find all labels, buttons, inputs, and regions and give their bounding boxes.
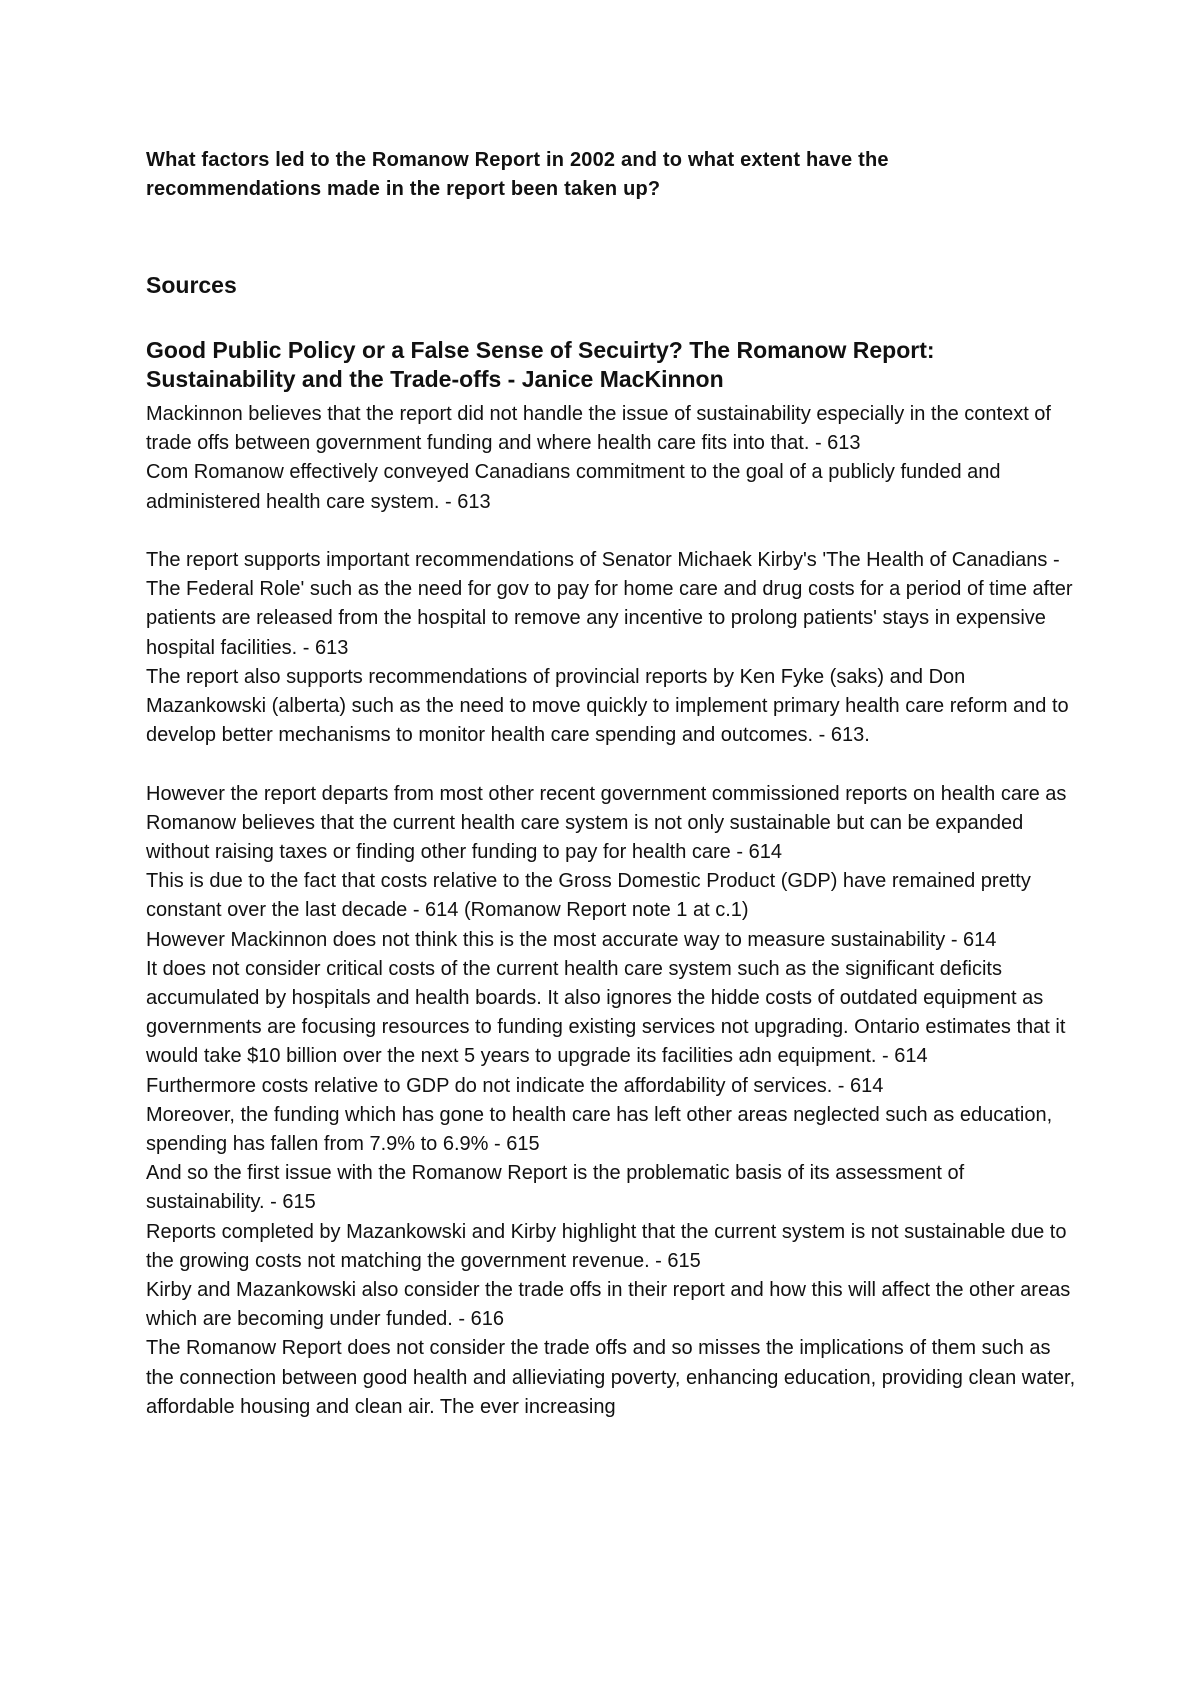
note-paragraph: However the report departs from most other recent government commissioned reports on health care as Romanow believes that the current health care system is not only sustainable but can be expanded without raising taxes or finding other funding to pay for health care - 614	[146, 782, 1067, 864]
paragraph-gap	[146, 517, 1076, 546]
note-paragraph: It does not consider critical costs of the current health care system such as the significant deficits accumulated by hospitals and health boards. It also ignores the hidde costs of outdated equipment as governments are focusing resources to funding existing services not upgrading. Ontario estimates that it would take $10 billion over the next 5 years to upgrade its facilities adn equipment. - 614	[146, 957, 1066, 1068]
note-paragraph: And so the first issue with the Romanow Report is the problematic basis of its assessment of sustainability. - 615	[146, 1162, 965, 1214]
note-paragraph: The report supports important recommendations of Senator Michaek Kirby's 'The Health of Canadians - The Federal Role' such as the need for gov to pay for home care and drug costs for a period of time after patients are released from the hospital to remove any incentive to prolong patients' stays in expensive hospital facilities. - 613	[146, 549, 1073, 659]
source-notes	[146, 400, 1076, 1422]
note-paragraph: Moreover, the funding which has gone to health care has left other areas neglected such as education, spending has fallen from 7.9% to 6.9% - 615	[146, 1103, 1053, 1156]
essay-question: What factors led to the Romanow Report in 2002 and to what extent have the recommendations made in the report been taken up?	[146, 149, 889, 200]
note-paragraph: This is due to the fact that costs relative to the Gross Domestic Product (GDP) have remained pretty constant over the last decade - 614 (Romanow Report note 1 at c.1)	[146, 870, 1031, 922]
sources-heading: Sources	[146, 272, 237, 298]
note-paragraph: Reports completed by Mazankowski and Kirby highlight that the current system is not sustainable due to the growing costs not matching the government revenue. - 615	[146, 1220, 1067, 1272]
note-paragraph: However Mackinnon does not think this is the most accurate way to measure sustainability - 614	[146, 928, 997, 951]
note-paragraph: The Romanow Report does not consider the trade offs and so misses the implications of them such as the connection between good health and allieviating poverty, enhancing education, providing clean water, affordable housing and clean air. The ever increasing	[146, 1337, 1076, 1418]
note-paragraph: Kirby and Mazankowski also consider the trade offs in their report and how this will affect the other areas which are becoming under funded. - 616	[146, 1279, 1071, 1331]
note-paragraph: Com Romanow effectively conveyed Canadians commitment to the goal of a publicly funded and administered health care system. - 613	[146, 461, 1001, 513]
note-paragraph: Furthermore costs relative to GDP do not indicate the affordability of services. - 614	[146, 1074, 884, 1097]
note-paragraph: Mackinnon believes that the report did not handle the issue of sustainability especially in the context of trade offs between government funding and where health care fits into that. - 613	[146, 403, 1051, 455]
note-paragraph: The report also supports recommendations of provincial reports by Ken Fyke (saks) and Don Mazankowski (alberta) such as the need to move quickly to implement primary health care reform and to develop better mechanisms to monitor health care spending and outcomes. - 613.	[146, 665, 1069, 747]
source-title: Good Public Policy or a False Sense of Secuirty? The Romanow Report: Sustainability and the Trade-offs - Janice MacKinnon	[146, 337, 935, 392]
paragraph-gap	[146, 750, 1076, 779]
